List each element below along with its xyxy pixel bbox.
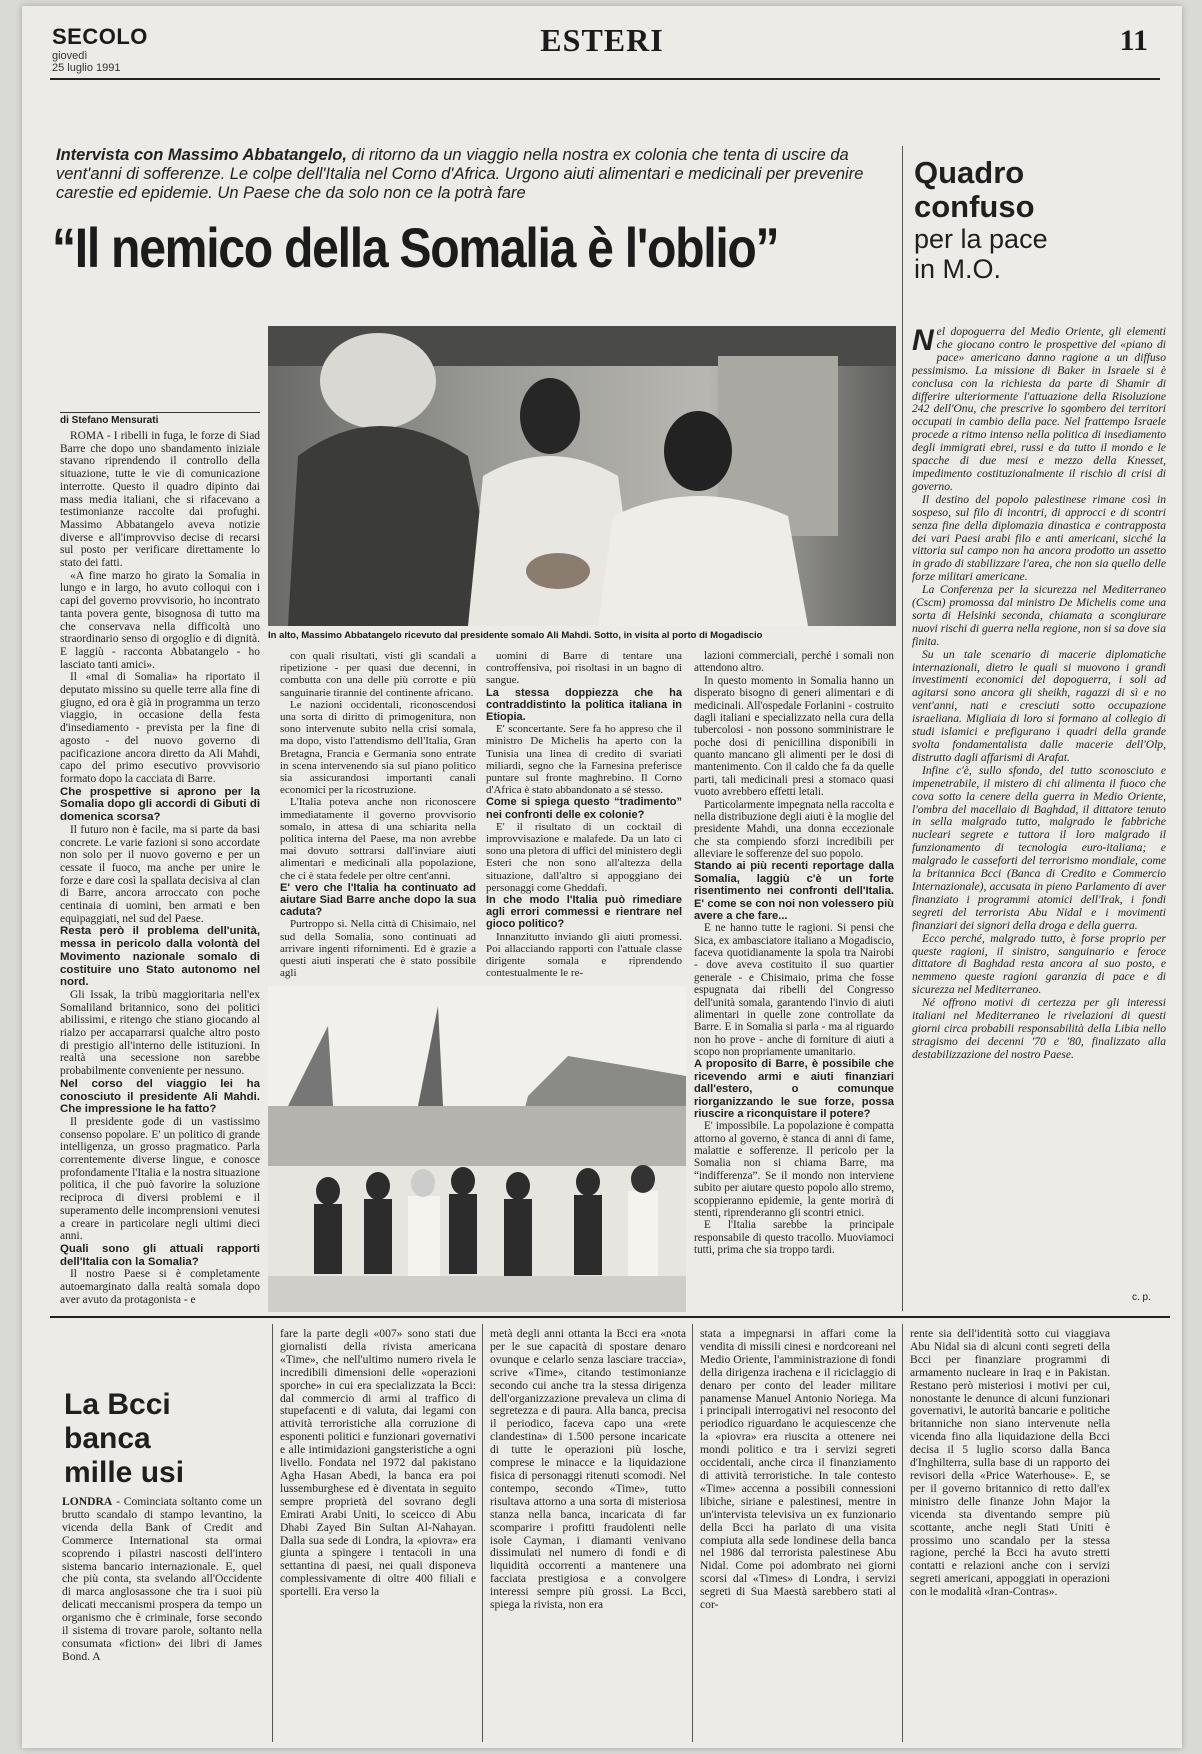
article-column-3 xyxy=(486,650,682,980)
bcci-dateline: LONDRA xyxy=(62,1496,113,1508)
sidebar-paragraph: Su un tale scenario di macerie diplomatiche internazionali, dietro le quali si muovono i grandi investimenti economici del dopoguerra, i soli ad agitarsi sono ancora gli sheikh, ragazzi di sì e no vent'anni, nati e cresciuti sotto occupazione israeliana. Migliaia di loro si formano al collegio di studi islamici e prefigurano i quadri della grande svolta fondamentalista dalle macerie dell'Olp, distrutto dagli affarismi di Arafat. xyxy=(912,647,1166,764)
sidebar-title-line: in M.O. xyxy=(914,254,1002,284)
paper-name: SECOLO xyxy=(52,24,148,49)
article-paragraph: con quali risultati, visti gli scandali a ripetizione - per quasi due decenni, in combutta con una delle più corrotte e più sanguinarie tirannie del continente africano. xyxy=(280,650,476,699)
newspaper-page xyxy=(22,6,1182,1748)
article-paragraph: Il «mal di Somalia» ha riportato il deputato missino su quelle terre alla fine di giugno, ed ora è già in programma un terzo viaggio, in occasione della festa d'insediamento - prevista per la fine di agosto - del nuovo governo di pacificazione ancora diretto da Ali Mahdi, capo del primo esecutivo provvisorio formato dopo la cacciata di Barre. xyxy=(60,671,260,785)
article-paragraph: In questo momento in Somalia hanno un disperato bisogno di generi alimentari e di medicinali. All'ospedale Forlanini - costruito dagli italiani e specializzato nella cura della tubercolosi - non possono somministrare le poche dosi di penicillina disponibili in quanto mancano gli alimenti per le dosi di mantenimento. Con il caldo che fa da quelle parti, tali medicinali presi a stomaco quasi vuoto avrebbero effetti letali. xyxy=(694,674,894,799)
interview-question: La stessa doppiezza che ha contraddistinto la politica italiana in Etiopia. xyxy=(486,686,682,724)
photo-caption: In alto, Massimo Abbatangelo ricevuto dal presidente somalo Ali Mahdi. Sotto, in visita al porto di Mogadiscio xyxy=(268,630,763,641)
paper-date xyxy=(52,50,121,74)
article-paragraph: Il futuro non è facile, ma si parte da basi concrete. Le varie fazioni si sono accordate non solo per il nuovo governo e per un cessate il fuoco, ma anche per unire le forze e dare così la spallata decisiva al clan di Barre, ancora arroccato con poche centinaia di uomini, ben armati e ben equipaggiati, nel sud del Paese. xyxy=(60,823,260,925)
article-paragraph: E' impossibile. La popolazione è compatta attorno al governo, è stanca di anni di fame, malattie e sofferenze. Il pericolo per la Somalia non si chiama Barre, ma “indifferenza”. Se il mondo non interviene subito per aiutare questo popolo allo stremo, scoppieranno epidemie, la gente morirà di stenti, riprenderanno gli scontri etnici. xyxy=(694,1120,894,1219)
bcci-title-line: banca xyxy=(64,1422,151,1455)
interview-question: Come si spiega questo “tradimento” nei confronti delle ex colonie? xyxy=(486,796,682,821)
interview-question: Nel corso del viaggio lei ha conosciuto il presidente Ali Mahdi. Che impressione le ha fatto? xyxy=(60,1077,260,1116)
header-rule xyxy=(50,78,1160,80)
bcci-text-5: rente sia dell'identità sotto cui viaggiava Abu Nidal sia di alcuni conti segreti della Bcci per finanziare programmi di armamento nucleare in Iraq e in Pakistan. Restano però misteriosi i motivi per cui, nonostante le denunce di alcuni funzionari governativi, le autorità bancarie e politiche britanniche non siano intervenute nella vicenda fino alla liquidazione della Bcci decisa il 5 luglio scorso dalla Banca d'Inghilterra, sulla base di un rapporto dei revisori della «Price Waterhouse». E, se per il governo britannico di retto dall'ex ministro delle finanze John Major la vicenda sta diventando sempre più scottante, anche negli Stati Uniti è prossimo uno scandalo per la stessa ragione, perché la Bcci ha avuto stretti contatti e relazioni anche con i servizi segreti americani, appoggiati in operazioni con le modalità «Iran-Contras». xyxy=(910,1328,1110,1599)
sidebar-paragraph: La Conferenza per la sicurezza nel Mediterraneo (Cscm) promossa dal ministro De Michelis come una sorta di Helsinki seconda, chiamata a scongiurare nuovi rischi di guerra nella regione, non si sa dove sia finita. xyxy=(912,583,1166,648)
bcci-divider xyxy=(482,1324,483,1742)
bcci-column-2 xyxy=(280,1328,476,1740)
sidebar-title-line: per la pace xyxy=(914,224,1048,254)
intro-text: di ritorno da un viaggio nella nostra ex colonia che tenta di uscire da vent'anni di sofferenze. Le colpe dell'Italia nel Corno d'Africa. Urgono aiuti alimentari e medicinali per prevenire carestie ed epidemie. Un Paese che da solo non ce la potrà fare xyxy=(56,146,864,202)
article-paragraph: L'Italia poteva anche non riconoscere immediatamente il governo provvisorio somalo, in attesa di una schiarita nella politica interna del Paese, ma non avrebbe mai dovuto sottrarsi dall'inviare aiuti alimentari e medicinali alla popolazione, che ci è stata fedele per oltre cent'anni. xyxy=(280,796,476,882)
section-rule xyxy=(50,1316,1170,1318)
article-paragraph: «A fine marzo ho girato la Somalia in lungo e in largo, ho avuto colloqui con i capi del governo provvisorio, ho incontrato tanta povera gente, bisognosa di tutto ma che conservava nella difficoltà uno straordinario senso di orgoglio e di dignità. E laggiù - racconta Abbatangelo - ho lasciato tanti amici». xyxy=(60,569,260,671)
interview-question: Quali sono gli attuali rapporti dell'Italia con la Somalia? xyxy=(60,1243,260,1268)
article-paragraph: Il presidente gode di un vastissimo consenso popolare. E' un politico di grande intelligenza, un grosso pragmatico. Parla correntemente diverse lingue, e conosce profondamente l'Italia e la nostra situazione politica, il che può favorire la soluzione reciproca di diversi problemi e il superamento delle incomprensioni venutesi a creare in particolare negli ultimi dieci anni. xyxy=(60,1115,260,1243)
article-paragraph: E' il risultato di un cocktail di improvvisazione e malafede. Da un lato ci sono una pletora di uffici del ministero degli Esteri che non sono all'altezza della situazione, dall'altro si appoggiano dei personaggi come Gheddafi. xyxy=(486,820,682,894)
sidebar-signoff: c. p. xyxy=(1132,1292,1151,1303)
interview-question: Resta però il problema dell'unità, messa in pericolo dalla volontà del Movimento nazionale somalo di costituire uno Stato autonomo nel nord. xyxy=(60,925,260,989)
sidebar-paragraph: Infine c'è, sullo sfondo, del tutto sconosciuto e impenetrabile, il mistero di chi alimenta il fuoco che cova sotto la cenere della guerra in Medio Oriente, l'ombra del macellaio di Baghdad, il dittatore tenuto in sella malgrado tutto, malgrado le fabbriche nucleari segrete e tuttora il loro malgrado il funzionamento di tecnologia euro-italiana; e malgrado le casseforti del terrorismo mondiale, come la britannica Bcci (Banca di Credito e Commercio Internazionale), accusata in pieno Parlamento di aver finanziato i programmi atomici dell'Irak, i fondi segreti del terrorista Abu Nidal e i movimenti finanziari dei signori della droga e della guerra. xyxy=(912,763,1166,932)
bcci-column-4 xyxy=(700,1328,896,1740)
article-paragraph: ROMA - I ribelli in fuga, le forze di Siad Barre che dopo uno sbandamento iniziale stavano riprendendo il controllo della situazione, tutte le vie di comunicazione interrotte. Questo il quadro dipinto dai mass media italiani, che si rifacevano a testimonianze raccolte dai profughi. Massimo Abbatangelo aveva notizie diverse e all'improvviso decise di recarsi sul posto per verificare direttamente lo stato dei fatti. xyxy=(60,430,260,570)
sidebar-divider xyxy=(902,146,903,1311)
interview-question: A proposito di Barre, è possibile che ricevendo armi e aiuti finanziari dall'estero, o comunque riorganizzando le sue forze, possa riuscire a riconquistare il potere? xyxy=(694,1058,894,1120)
article-paragraph: Il nostro Paese si è completamente autoemarginato dalla realtà somala dopo aver avuto da protagonista - e xyxy=(60,1268,260,1306)
article-paragraph: Gli Issak, la tribù maggioritaria nell'ex Somaliland britannico, sono dei politici abilissimi, e ritengo che stiano giocando al rialzo per accaparrarsi qualche altro posto di prestigio all'interno delle istituzioni. In realtà una secessione non sarebbe probabilmente conveniente per nessuno. xyxy=(60,988,260,1078)
bcci-divider xyxy=(272,1324,273,1742)
article-column-1 xyxy=(60,430,260,1310)
weekday: giovedì xyxy=(52,50,88,62)
sidebar-paragraph: Né offrono motivi di certezza per gli interessi italiani nel Mediterraneo le rivelazioni di questi giorni circa probabili responsabilità della Libia nello stragismo dei decenni '70 e '80, finalizzato alla destabilizzazione del nostro Paese. xyxy=(912,996,1166,1061)
article-paragraph: Purtroppo sì. Nella città di Chisimaio, nel sud della Somalia, sono continuati ad arrivare ingenti rifornimenti. Ed è grazie a questi aiuti insperati che è stato possibile agli xyxy=(280,918,476,980)
article-paragraph: Le nazioni occidentali, riconoscendosi una sorta di diritto di primogenitura, non sono intervenute subito nella crisi somala, ma dopo, visto l'attendismo dell'Italia, Gran Bretagna, Francia e Germania sono entrate in scena intervenendo sia sul piano politico sia assicurandosi importanti canali economici per la ricostruzione. xyxy=(280,698,476,797)
bcci-text-1: - Cominciata soltanto come un brutto scandalo di stampo levantino, la vicenda della Bank of Credit and Commerce International sta ormai scoprendo i pilastri nascosti dell'intero sistema bancario internazionale. E, quel che più conta, sta svelando all'Occidente di marca anglosassone che tra i suoi più delicati meccanismi prospera da tempo un organismo che è criminale, forse secondo il sistema di trovare parole, soltanto nella consumata «fiction» dei libri di James Bond. A xyxy=(62,1496,262,1663)
bcci-title-line: mille usi xyxy=(64,1456,185,1489)
byline: di Stefano Mensurati xyxy=(60,412,260,426)
bcci-column-5 xyxy=(910,1328,1110,1740)
bcci-text-4: stata a impegnarsi in affari come la vendita di missili cinesi e nordcoreani nel Medio Oriente, l'amministrazione di fondi della dirigenza irachena e il riciclaggio di denaro per conto del leader militare panamense Manuel Antonio Noriega. Ma i principali interrogativi nel resoconto del periodico riguardano le acquiescenze che la «piovra» era riuscita a ottenere nei mondi politico e tra i servizi segreti occidentali, anche circa il finanziamento di attività terroristiche. In tale contesto «Time» accenna a possibili connessioni libiche, siriane e palestinesi, mentre in un'intervista televisiva un ex funzionario della Bcci ha parlato di una visita compiuta alla sede londinese della banca nel 1986 dal terrorista palestinese Abu Nidal. Come poi adombrato nei giorni scorsi dal «Times» di Londra, i servizi segreti di Sua Maestà sarebbero stati al cor- xyxy=(700,1328,896,1612)
article-paragraph: uomini di Barre di tentare una controffensiva, poi risoltasi in un bagno di sangue. xyxy=(486,650,682,687)
section-title: ESTERI xyxy=(540,22,664,58)
bcci-text-3: metà degli anni ottanta la Bcci era «nota per le sue capacità di spostare denaro ovunque e celarlo senza lasciare traccia», scrive «Time», citando testimonianze secondo cui anche tra la stessa dirigenza dell'organizzazione prevaleva un clima di segretezza e di paura. Alla banca, precisa il periodico, faceva capo una «rete clandestina» di 1.500 persone incaricate di tutte le operazioni più losche, comprese le minacce e la liquidazione fisica di personaggi ritenuti scomodi. Nel contempo, secondo «Time», tutto risultava attorno a una sorta di misteriosa stanza nella banca, incaricata di far scomparire i profitti fraudolenti nelle isole Cayman, i diamanti venivano dissimulati nel numero di fondi e di liquidità occorrenti a mantenere una facciata prestigiosa e a convolgere interessi sempre più grossi. La Bcci, spiega la rivista, non era xyxy=(490,1328,686,1612)
sidebar-first-paragraph: el dopoguerra del Medio Oriente, gli elementi che giocano contro le prospettive del «piano di pace» americano danno ragione a un diffuso pessimismo. La missione di Baker in Israele si è conclusa con la richiesta da parte di Shamir di differire ulteriormente l'attuazione della Risoluzione 242 dell'Onu, che prescrive lo sgombero dei territori occupati in cambio della pace. Nel frattempo Israele procede a ritmo intenso nella politica di insediamento degli immigrati ebrei, russi e da tutto il mondo e le spacche di due mesi e mezzo della Knesset, impedimento costituzionalmente il rischio di crisi di governo. xyxy=(912,326,1166,493)
photo-meeting xyxy=(268,326,896,626)
bcci-title xyxy=(64,1388,264,1490)
bcci-column-1 xyxy=(62,1496,262,1741)
sidebar-title xyxy=(914,156,1164,284)
interview-question: In che modo l'Italia può rimediare agli errori commessi e rientrare nel gioco politico? xyxy=(486,894,682,931)
sidebar-title-line: Quadro xyxy=(914,155,1025,190)
article-column-2 xyxy=(280,650,476,980)
sidebar-paragraph: Ecco perché, malgrado tutto, è forse proprio per queste ragioni, il sinistro, sanguinario e feroce dittatore di Baghdad resta ancora al suo posto, e nemmeno queste ragioni garanzia di pace e di sicurezza nel Mediterraneo. xyxy=(912,931,1166,997)
article-intro xyxy=(56,146,896,203)
photo-port-image xyxy=(268,986,686,1312)
bcci-text-2: fare la parte degli «007» sono stati due giornalisti della rivista americana «Time», che nell'ultimo numero rivela le incredibili dimensioni delle «operazioni sporche» in cui era specializzata la Bcci: dal commercio di armi al traffico di stupefacenti e di valuta, dai legami con attività terroristiche alla corruzione di esponenti politici e funzionari governativi e alle intimidazioni gangsteristiche a ogni livello. Fondata nel 1972 dal pakistano Agha Hasan Abedi, la banca era poi lussemburghese ed è diventata in seguito sempre proprietà del sovrano degli Emirati Arabi Uniti, lo sceicco di Abu Dhabi Zayed Bin Sultan Al-Nahayan. Dalla sua sede di Londra, la «piovra» era giunta a spingere i tentacoli in una settantina di paesi, nei quali disponeva complessivamente di oltre 400 filiali e sportelli. Era verso la xyxy=(280,1328,476,1599)
bcci-divider xyxy=(902,1324,903,1742)
photo-port xyxy=(268,986,686,1312)
article-paragraph: lazioni commerciali, perché i somali non attendono altro. xyxy=(694,650,894,675)
page-number: 11 xyxy=(1119,24,1148,57)
bcci-title-line: La Bcci xyxy=(64,1388,171,1421)
article-paragraph: Particolarmente impegnata nella raccolta e nella distribuzione degli aiuti è la moglie del presidente Mahdi, una donna eccezionale che sta compiendo sforzi incredibili per alleviare le sofferenze del suo popolo. xyxy=(694,798,894,860)
photo-meeting-image xyxy=(268,326,896,626)
article-paragraph: E l'Italia sarebbe la principale responsabile di questo tracollo. Muoviamoci tutti, prima che sia troppo tardi. xyxy=(694,1219,894,1256)
article-paragraph: Innanzitutto inviando gli aiuti promessi. Poi allacciando rapporti con l'attuale classe dirigente somala e riprendendo contestualmente le re- xyxy=(486,930,682,980)
headline: “Il nemico della Somalia è l'oblio” xyxy=(52,216,779,279)
article-column-4 xyxy=(694,650,894,1310)
intro-lead: Intervista con Massimo Abbatangelo, xyxy=(56,146,347,164)
interview-question: Che prospettive si aprono per la Somalia dopo gli accordi di Gibuti di domenica scorsa? xyxy=(60,785,260,824)
sidebar-dropcap: N xyxy=(912,326,934,357)
interview-question: Stando ai più recenti reportage dalla Somalia, laggiù c'è un forte risentimento nei confronti dell'Italia. E' come se con noi non volessero più avere a che fare... xyxy=(694,860,894,922)
article-paragraph: E ne hanno tutte le ragioni. Si pensi che Sica, ex ambasciatore italiano a Mogadiscio, faceva quotidianamente la spola tra Nairobi - dove aveva costituito il suo quartier generale - e Chisimaio, prima che fosse espugnata dai ribelli del Congresso dell'unità somala, garantendo l'invio di aiuti alimentari in quelle zone controllate da Barre. E in Somalia si parla - ma al riguardo non ho prove - anche di forniture di aiuti a scopo non propriamente umanitario. xyxy=(694,922,894,1058)
date: 25 luglio 1991 xyxy=(52,62,121,74)
sidebar-paragraph: Il destino del popolo palestinese rimane così in sospeso, sul filo di incontri, di approcci e di scontri senza fine della diplomazia dinastica e contrapposta dei vari Paesi arabi filo e anti americani, sicché la vittoria sul campo non ha ancora prodotto un assetto in grado di stabilizzare l'area, che non sia quello delle forze militari americane. xyxy=(912,492,1166,584)
bcci-column-3 xyxy=(490,1328,686,1740)
sidebar-title-line: confuso xyxy=(914,189,1035,224)
bcci-divider xyxy=(692,1324,693,1742)
article-paragraph: E' sconcertante. Sere fa ho appreso che il ministro De Michelis ha aperto con la Tunisia una linea di credito di svariati miliardi, segno che la Farnesina preferisce puntare sul fronte maghrebino. Il Corno d'Africa è stato abbandonato a sé stesso. xyxy=(486,723,682,797)
interview-question: E' vero che l'Italia ha continuato ad aiutare Siad Barre anche dopo la sua caduta? xyxy=(280,881,476,919)
sidebar-column xyxy=(912,326,1166,1298)
